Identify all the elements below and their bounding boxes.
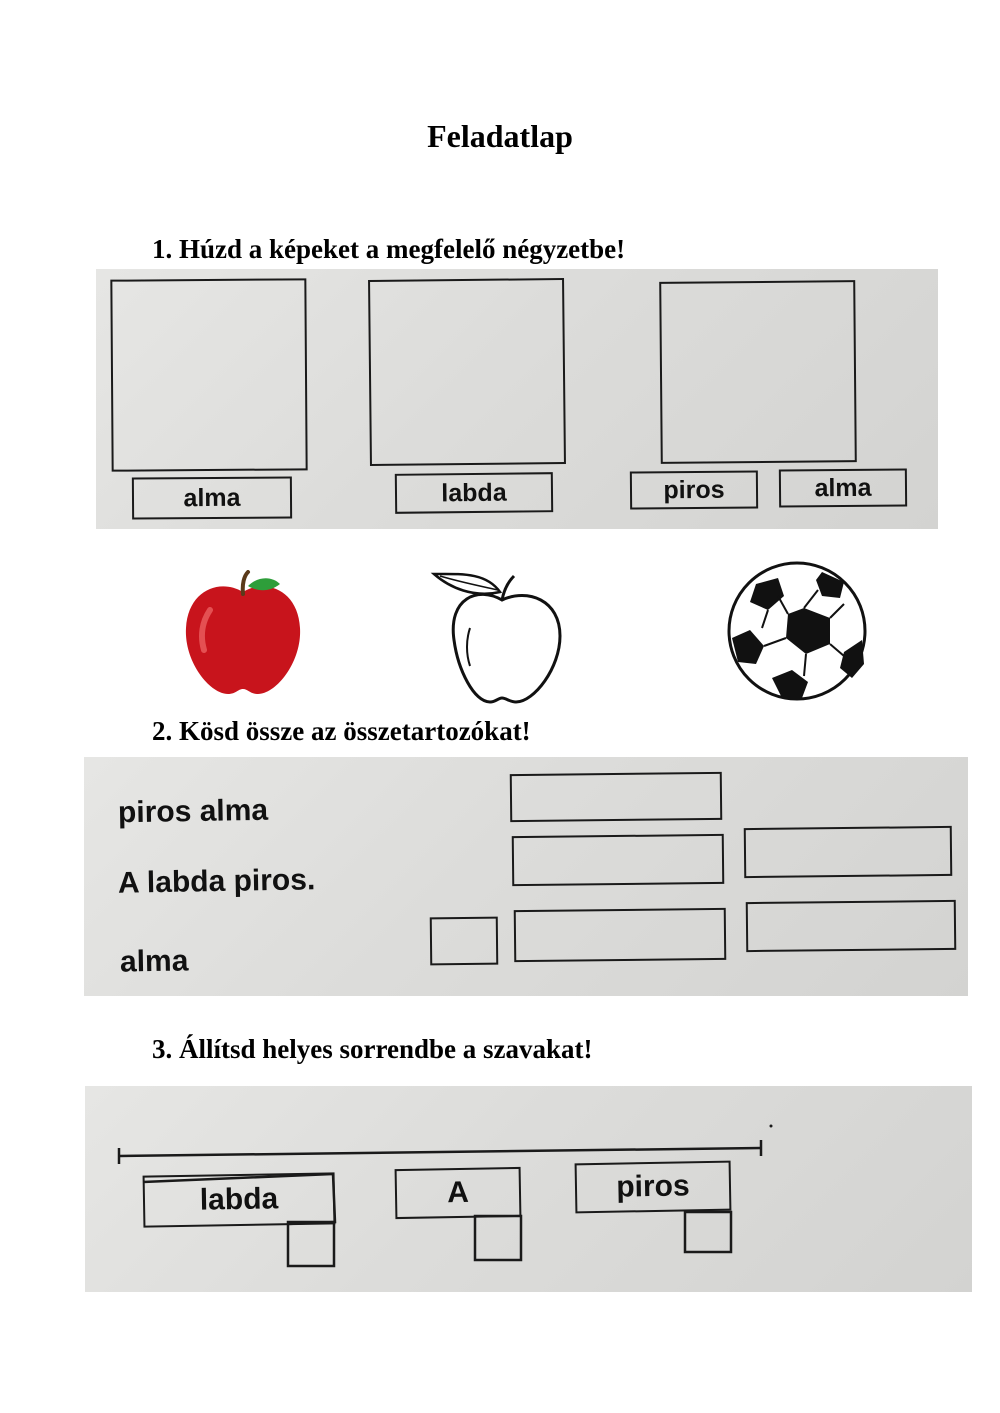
drop-box-2-5[interactable] (514, 908, 727, 962)
word-piece-labda[interactable]: labda (143, 1172, 336, 1227)
word-label-labda[interactable]: labda (395, 472, 553, 514)
drop-box-2[interactable] (368, 278, 566, 466)
task2-photo (84, 757, 968, 996)
task1-heading: 1. Húzd a képeket a megfelelő négyzetbe! (152, 234, 626, 264)
task3-photo (85, 1086, 972, 1292)
page-title: Feladatlap (427, 118, 573, 154)
drop-box-1[interactable] (110, 278, 307, 471)
drop-box-2-4[interactable] (430, 917, 498, 966)
drop-box-3[interactable] (659, 280, 857, 464)
phrase-a-labda-piros: A labda piros. (117, 863, 316, 900)
drop-box-2-3[interactable] (744, 826, 953, 878)
drop-box-2-2[interactable] (512, 834, 725, 886)
drop-box-2-6[interactable] (746, 900, 957, 952)
task3-heading: 3. Állítsd helyes sorrendbe a szavakat! (152, 1034, 593, 1064)
word-label-piros[interactable]: piros (630, 470, 758, 509)
soccer-ball-image[interactable] (726, 560, 868, 702)
word-label-alma[interactable]: alma (132, 476, 292, 519)
word-label-alma-2[interactable]: alma (779, 468, 907, 507)
word-piece-piros[interactable]: piros (575, 1161, 732, 1214)
phrase-piros-alma: piros alma (117, 793, 269, 830)
word-piece-a[interactable]: A (395, 1167, 522, 1219)
task2-heading: 2. Kösd össze az összetartozókat! (152, 716, 531, 746)
red-apple-image[interactable] (180, 570, 306, 698)
white-apple-image[interactable] (430, 568, 566, 708)
task1-photo (96, 269, 938, 529)
drop-box-2-1[interactable] (510, 772, 722, 822)
phrase-alma: alma (119, 944, 189, 979)
